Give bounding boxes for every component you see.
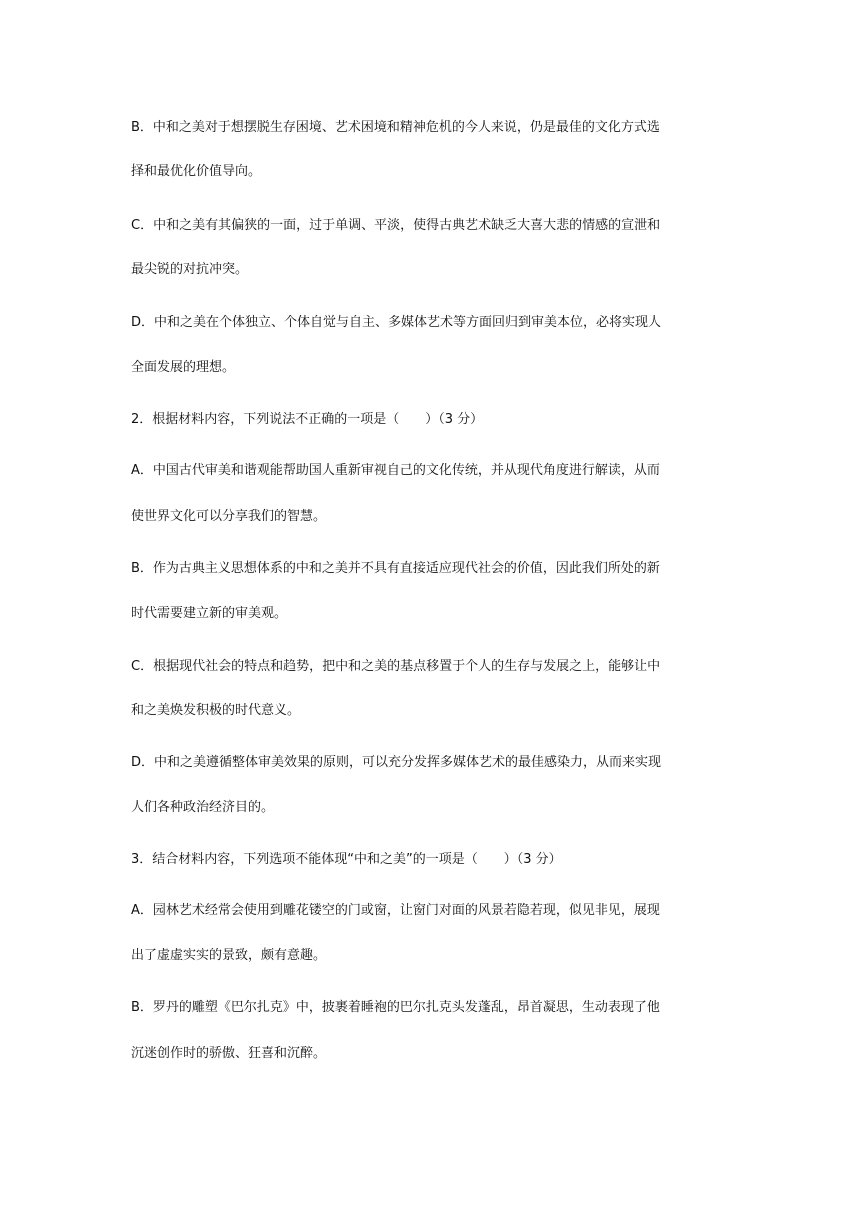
q3-option-a-line-2: 出了虚虚实实的景致，颇有意趣。: [131, 948, 327, 963]
q2-option-a-line-2: 使世界文化可以分享我们的智慧。: [131, 509, 327, 524]
q3-option-a-line-1: A．园林艺术经常会使用到雕花镂空的门或窗，让窗门对面的风景若隐若现，似见非见，展现: [131, 903, 660, 918]
option-c-line-2: 最尖锐的对抗冲突。: [131, 262, 249, 277]
q3-option-b-line-2: 沉迷创作时的骄傲、狂喜和沉醉。: [131, 1046, 327, 1061]
q2-option-b-line-2: 时代需要建立新的审美观。: [131, 606, 288, 621]
q2-option-c-line-1: C．根据现代社会的特点和趋势，把中和之美的基点移置于个人的生存与发展之上，能够让中: [131, 659, 661, 674]
question-2: 2．根据材料内容，下列说法不正确的一项是（ ）（3 分）: [131, 412, 484, 427]
option-c-line-1: C．中和之美有其偏狭的一面，过于单调、平淡，使得古典艺术缺乏大喜大悲的情感的宣泄和: [131, 218, 661, 233]
option-d-line-1: D．中和之美在个体独立、个体自觉与自主、多媒体艺术等方面回归到审美本位，必将实现人: [131, 315, 662, 330]
q3-option-b-line-1: B．罗丹的雕塑《巴尔扎克》中，披裹着睡袍的巴尔扎克头发蓬乱，昂首凝思，生动表现了他: [131, 1000, 660, 1015]
q2-option-a-line-1: A．中国古代审美和谐观能帮助国人重新审视自己的文化传统，并从现代角度进行解读，从而: [131, 463, 660, 478]
q2-option-d-line-2: 人们各种政治经济目的。: [131, 800, 275, 815]
option-b-line-1: B．中和之美对于想摆脱生存困境、艺术困境和精神危机的今人来说，仍是最佳的文化方式选: [131, 120, 660, 135]
q2-option-b-line-1: B．作为古典主义思想体系的中和之美并不具有直接适应现代社会的价值，因此我们所处的新: [131, 561, 660, 576]
option-d-line-2: 全面发展的理想。: [131, 360, 236, 375]
q2-option-c-line-2: 和之美焕发积极的时代意义。: [131, 703, 301, 718]
question-3: 3．结合材料内容，下列选项不能体现“中和之美”的一项是（ ）（3 分）: [131, 852, 562, 867]
option-b-line-2: 择和最优化价值导向。: [131, 164, 262, 179]
q2-option-d-line-1: D．中和之美遵循整体审美效果的原则，可以充分发挥多媒体艺术的最佳感染力，从而来实现: [131, 755, 662, 770]
